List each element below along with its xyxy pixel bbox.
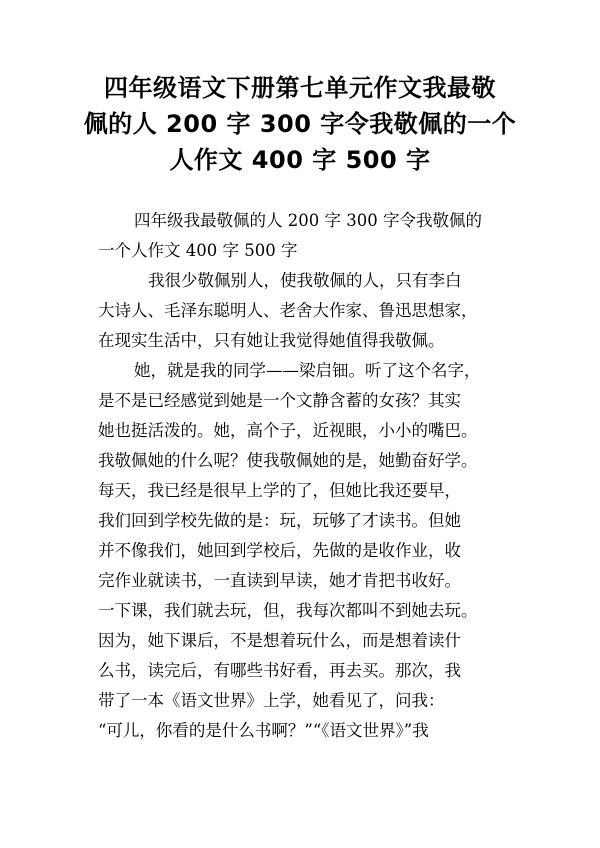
text-line: 一下课，我们就去玩，但，我每次都叫不到她去玩。	[98, 601, 478, 620]
text-line: 么书，读完后，有哪些书好看，再去买。那次，我	[98, 661, 461, 680]
text-line: 她也挺活泼的。她，高个子，近视眼，小小的嘴巴。	[98, 421, 478, 440]
paragraph-main	[98, 356, 518, 746]
text-line: 我敬佩她的什么呢？使我敬佩她的是，她勤奋好学。	[98, 451, 478, 470]
text-line: “可儿，你看的是什么书啊？”“《语文世界》”我	[98, 721, 429, 740]
text-line: 大诗人、毛泽东聪明人、老舍大作家、鲁迅思想家，	[98, 301, 478, 320]
text-line: 我们回到学校先做的是：玩，玩够了才读书。但她	[98, 511, 461, 530]
paragraph-subtitle	[98, 206, 518, 266]
text-line: 完作业就读书，一直读到早读，她才肯把书收好。	[98, 571, 461, 590]
title-line: 人作文 400 字 500 字	[169, 146, 431, 174]
text-line: 在现实生活中，只有她让我觉得她值得我敬佩。	[98, 331, 445, 350]
text-line: 四年级我最敬佩的人 200 字 300 字令我敬佩的	[134, 211, 482, 230]
title-line: 四年级语文下册第七单元作文我最敬	[104, 74, 496, 102]
text-line: 我很少敬佩别人，使我敬佩的人，只有李白	[148, 271, 462, 290]
text-line: 一个人作文 400 字 500 字	[98, 241, 298, 260]
title-line: 佩的人 200 字 300 字令我敬佩的一个	[83, 110, 517, 138]
text-line: 并不像我们，她回到学校后，先做的是收作业，收	[98, 541, 461, 560]
document-title	[60, 70, 540, 178]
text-line: 因为，她下课后，不是想着玩什么，而是想着读什	[98, 631, 461, 650]
text-line: 每天，我已经是很早上学的了，但她比我还要早，	[98, 481, 461, 500]
text-line: 带了一本《语文世界》上学，她看见了，问我：	[98, 691, 445, 710]
text-line: 她，就是我的同学——梁启钿。听了这个名字，	[134, 361, 481, 380]
paragraph-intro	[98, 266, 518, 356]
document-body	[98, 206, 518, 746]
text-line: 是不是已经感觉到她是一个文静含蓄的女孩？其实	[98, 391, 461, 410]
